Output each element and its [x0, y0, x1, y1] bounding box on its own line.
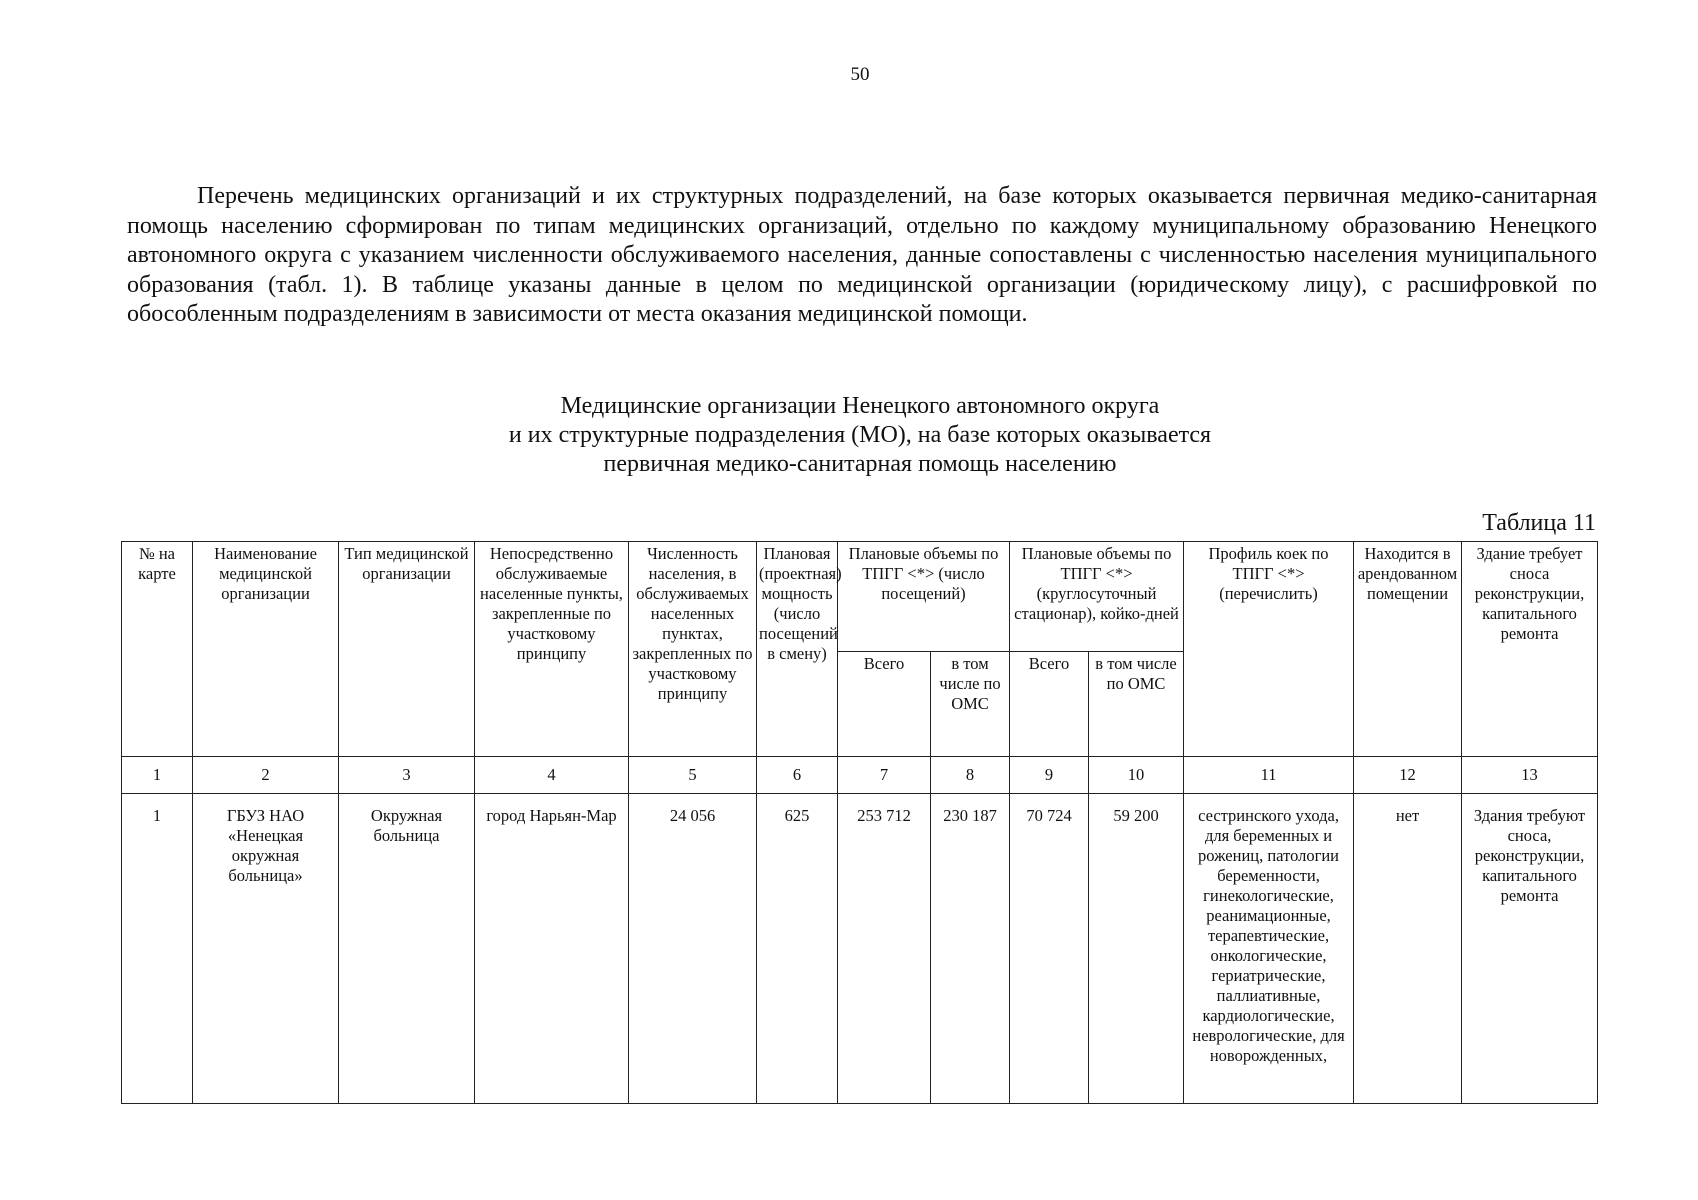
column-number: 2	[193, 757, 339, 794]
header-visits-group: Плановые объемы по ТПГГ <*> (число посещений)	[838, 542, 1010, 652]
medical-organizations-table	[121, 541, 1598, 1104]
cell-settlements: город Нарьян-Мар	[475, 794, 629, 1104]
column-number: 5	[629, 757, 757, 794]
cell-visits-oms: 230 187	[931, 794, 1010, 1104]
column-number: 10	[1089, 757, 1184, 794]
cell-population: 24 056	[629, 794, 757, 1104]
header-rented: Находится в арендованном помещении	[1354, 542, 1462, 757]
column-number: 7	[838, 757, 931, 794]
cell-bed-profile: сестринского ухода, для беременных и рожениц, патологии беременности, гинекологические, реанимационные, терапевтические, онкологические, гериатрические, паллиативные, кардиологические, неврологические, для новорожденных,	[1184, 794, 1354, 1104]
header-org-type: Тип медицинской организации	[339, 542, 475, 757]
header-beddays-oms: в том числе по ОМС	[1089, 652, 1184, 757]
cell-org-type: Окружная больница	[339, 794, 475, 1104]
header-bed-profile: Профиль коек по ТПГГ <*> (перечислить)	[1184, 542, 1354, 757]
cell-building: Здания требуют сноса, реконструкции, капитального ремонта	[1462, 794, 1598, 1104]
cell-org-name: ГБУЗ НАО «Ненецкая окружная больница»	[193, 794, 339, 1104]
header-building: Здание требует сноса реконструкции, капитального ремонта	[1462, 542, 1598, 757]
cell-beddays-total: 70 724	[1010, 794, 1089, 1104]
column-number: 6	[757, 757, 838, 794]
column-number: 12	[1354, 757, 1462, 794]
header-visits-oms: в том числе по ОМС	[931, 652, 1010, 757]
header-org-name: Наименование медицинской организации	[193, 542, 339, 757]
cell-visits-total: 253 712	[838, 794, 931, 1104]
table-label: Таблица 11	[1482, 510, 1596, 536]
header-settlements: Непосредственно обслуживаемые населенные пункты, закрепленные по участковому принципу	[475, 542, 629, 757]
column-number: 4	[475, 757, 629, 794]
header-visits-total: Всего	[838, 652, 931, 757]
column-number: 9	[1010, 757, 1089, 794]
cell-capacity: 625	[757, 794, 838, 1104]
title-line-1: Медицинские организации Ненецкого автономного округа	[560, 393, 1160, 419]
title-line-2: и их структурные подразделения (МО), на базе которых оказывается	[508, 422, 1212, 448]
column-number: 13	[1462, 757, 1598, 794]
cell-map-number: 1	[122, 794, 193, 1104]
cell-beddays-oms: 59 200	[1089, 794, 1184, 1104]
cell-rented: нет	[1354, 794, 1462, 1104]
header-capacity: Плановая (проектная) мощность (число посещений в смену)	[757, 542, 838, 757]
table-row	[122, 794, 1598, 1104]
header-population: Численность населения, в обслуживаемых населенных пунктах, закрепленных по участковому принципу	[629, 542, 757, 757]
column-number-row	[122, 757, 1598, 794]
column-number: 3	[339, 757, 475, 794]
page-number: 50	[850, 64, 870, 85]
header-map-number: № на карте	[122, 542, 193, 757]
intro-paragraph: Перечень медицинских организаций и их структурных подразделений, на базе которых оказывается первичная медико-санитарная помощь населению сформирован по типам медицинских организаций, отдельно по каждому муниципальному образованию Ненецкого автономного округа с указанием численности обслуживаемого населения, данные сопоставлены с численностью населения муниципального образования (табл. 1). В таблице указаны данные в целом по медицинской организации (юридическому лицу), с расшифровкой по обособленным подразделениям в зависимости от места оказания медицинской помощи.	[127, 183, 1597, 328]
header-beddays-total: Всего	[1010, 652, 1089, 757]
column-number: 1	[122, 757, 193, 794]
header-beddays-group: Плановые объемы по ТПГГ <*> (круглосуточный стационар), койко-дней	[1010, 542, 1184, 652]
table-title	[0, 392, 1698, 479]
column-number: 8	[931, 757, 1010, 794]
column-number: 11	[1184, 757, 1354, 794]
title-line-3: первичная медико-санитарная помощь населению	[603, 451, 1117, 477]
